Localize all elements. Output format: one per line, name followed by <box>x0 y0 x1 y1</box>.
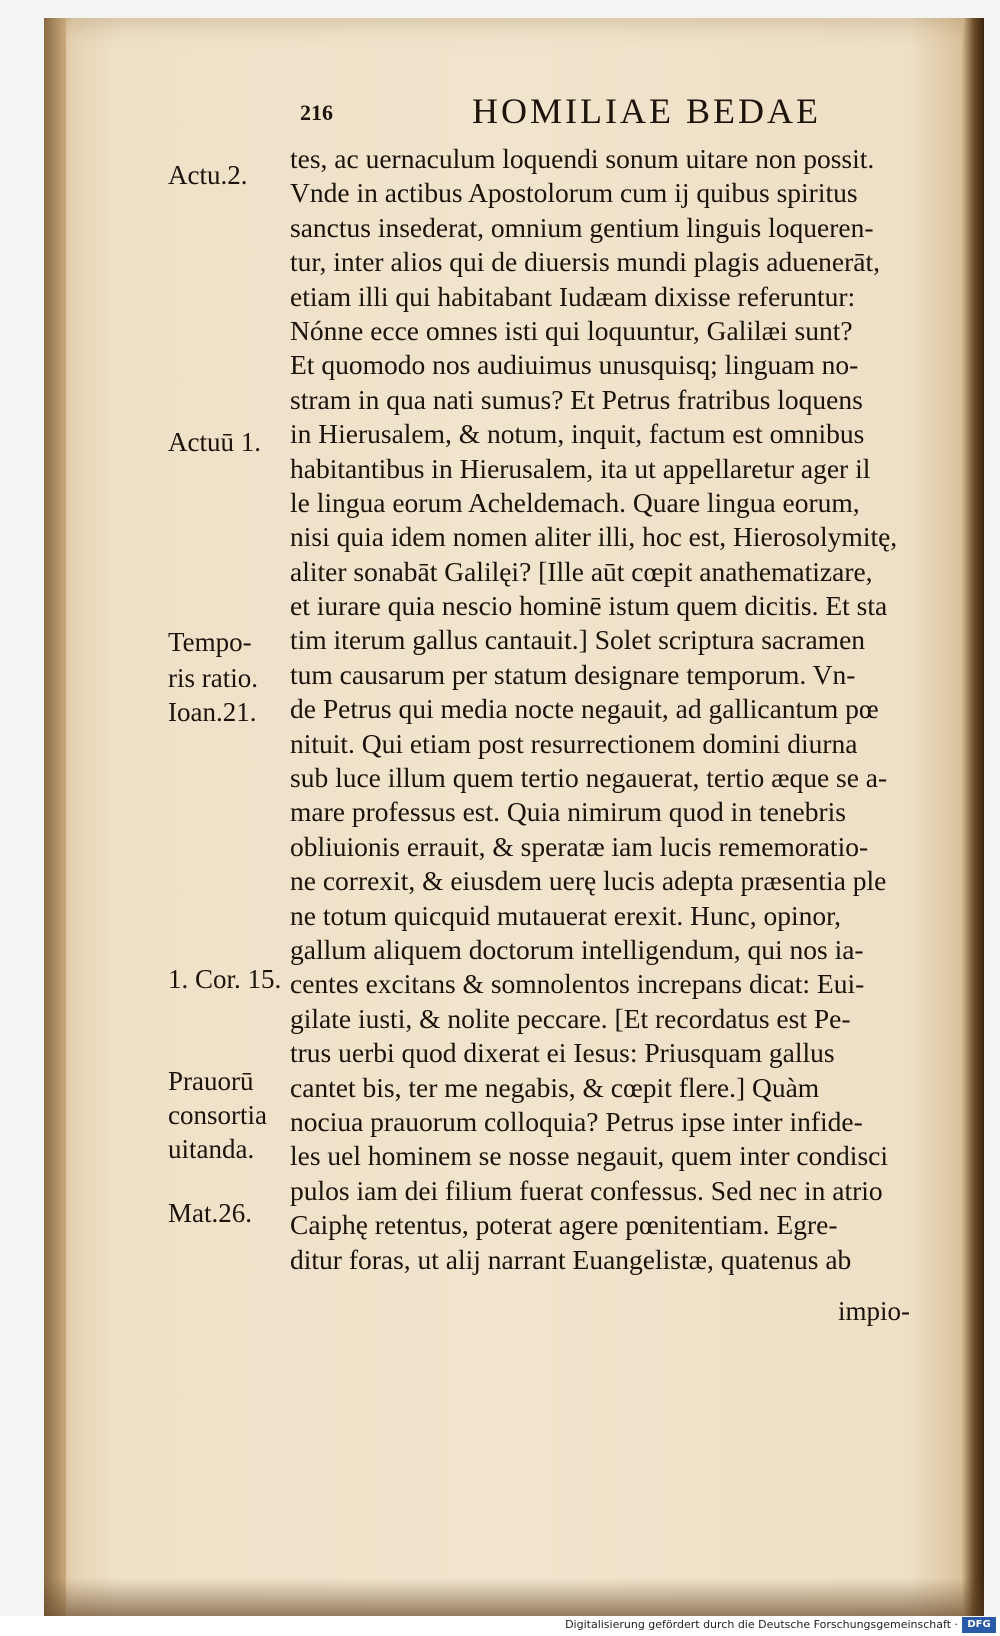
text-line: aliter sonabāt Galilęi? [Ille aūt cœpit anathematizare, <box>290 555 873 587</box>
text-line: tim iterum gallus cantauit.] Solet scriptura sacramen <box>290 624 866 656</box>
text-line: ne correxit, & eiusdem uerę lucis adepta præsentia ple <box>290 865 887 897</box>
page-right-edge <box>962 18 984 1616</box>
text-line: tum causarum per statum designare temporum. Vn- <box>290 658 856 690</box>
marginalia-column <box>168 0 286 1636</box>
text-line: cantet bis, ter me negabis, & cœpit flere.] Quàm <box>290 1071 820 1103</box>
text-line: gilate iusti, & nolite peccare. [Et recordatus est Pe- <box>290 1002 851 1034</box>
text-line: le lingua eorum Acheldemach. Quare lingua eorum, <box>290 486 860 518</box>
text-line: Caiphę retentus, poterat agere pœnitentiam. Egre- <box>290 1209 838 1241</box>
marginal-note: ris ratio. <box>168 663 258 693</box>
body-text <box>290 142 950 1277</box>
catchword: impio- <box>838 1296 910 1326</box>
text-line: sanctus insederat, omnium gentium linguis loqueren- <box>290 211 874 243</box>
footer-bar <box>0 1616 1000 1636</box>
marginal-note: Ioan.21. <box>168 697 257 727</box>
marginal-note: consortia <box>168 1100 267 1130</box>
marginal-note: Mat.26. <box>168 1198 252 1228</box>
dfg-logo: DFG <box>962 1617 996 1633</box>
marginal-note: Prauorū <box>168 1066 254 1096</box>
text-line: ne totum quicquid mutauerat erexit. Hunc, opinor, <box>290 899 842 931</box>
marginal-note: Actuū 1. <box>168 427 261 457</box>
marginal-note: 1. Cor. 15. <box>168 964 282 994</box>
text-line: nociua prauorum colloquia? Petrus ipse inter infide- <box>290 1105 863 1137</box>
text-line: nisi quia idem nomen aliter illi, hoc est, Hierosolymitę, <box>290 521 898 553</box>
text-line: tur, inter alios qui de diuersis mundi plagis aduenerāt, <box>290 246 881 278</box>
text-line: in Hierusalem, & notum, inquit, factum est omnibus <box>290 418 865 450</box>
text-line: ditur foras, ut alij narrant Euangelistæ, quatenus ab <box>290 1243 852 1275</box>
folio-number: 216 <box>300 100 333 125</box>
running-head <box>300 90 860 134</box>
text-line: mare professus est. Quia nimirum quod in tenebris <box>290 796 847 828</box>
running-head-title: HOMILIAE BEDAE <box>472 91 821 131</box>
text-line: de Petrus qui media nocte negauit, ad gallicantum pœ <box>290 693 879 725</box>
text-line: sub luce illum quem tertio negauerat, tertio æque se a- <box>290 762 888 794</box>
marginal-note: Actu.2. <box>168 160 248 190</box>
text-line: centes excitans & somnolentos increpans dicat: Eui- <box>290 968 865 1000</box>
text-line: nituit. Qui etiam post resurrectionem domini diurna <box>290 727 858 759</box>
text-line: pulos iam dei filium fuerat confessus. Sed nec in atrio <box>290 1174 883 1206</box>
text-line: gallum aliquem doctorum intelligendum, qui nos ia- <box>290 933 864 965</box>
text-line: et iurare quia nescio hominē istum quem dicitis. Et sta <box>290 590 888 622</box>
text-line: trus uerbi quod dixerat ei Iesus: Priusquam gallus <box>290 1037 835 1069</box>
marginal-note: uitanda. <box>168 1134 255 1164</box>
text-line: obliuionis errauit, & speratæ iam lucis rememoratio- <box>290 830 869 862</box>
text-line: Vnde in actibus Apostolorum cum ij quibus spiritus <box>290 177 858 209</box>
page-left-edge <box>44 18 66 1616</box>
text-line: Et quomodo nos audiuimus unusquisq; linguam no- <box>290 349 859 381</box>
text-line: habitantibus in Hierusalem, ita ut appellaretur ager il <box>290 452 871 484</box>
text-line: etiam illi qui habitabant Iudæam dixisse referuntur: <box>290 280 856 312</box>
marginal-note: Tempo- <box>168 627 252 657</box>
text-line: Nónne ecce omnes isti qui loquuntur, Galilæi sunt? <box>290 314 853 346</box>
text-line: stram in qua nati sumus? Et Petrus fratribus loquens <box>290 383 863 415</box>
text-line: les uel hominem se nosse negauit, quem inter condisci <box>290 1140 888 1172</box>
funding-credit: Digitalisierung gefördert durch die Deutsche Forschungsgemeinschaft · <box>565 1618 958 1631</box>
text-line: tes, ac uernaculum loquendi sonum uitare non possit. <box>290 143 875 174</box>
